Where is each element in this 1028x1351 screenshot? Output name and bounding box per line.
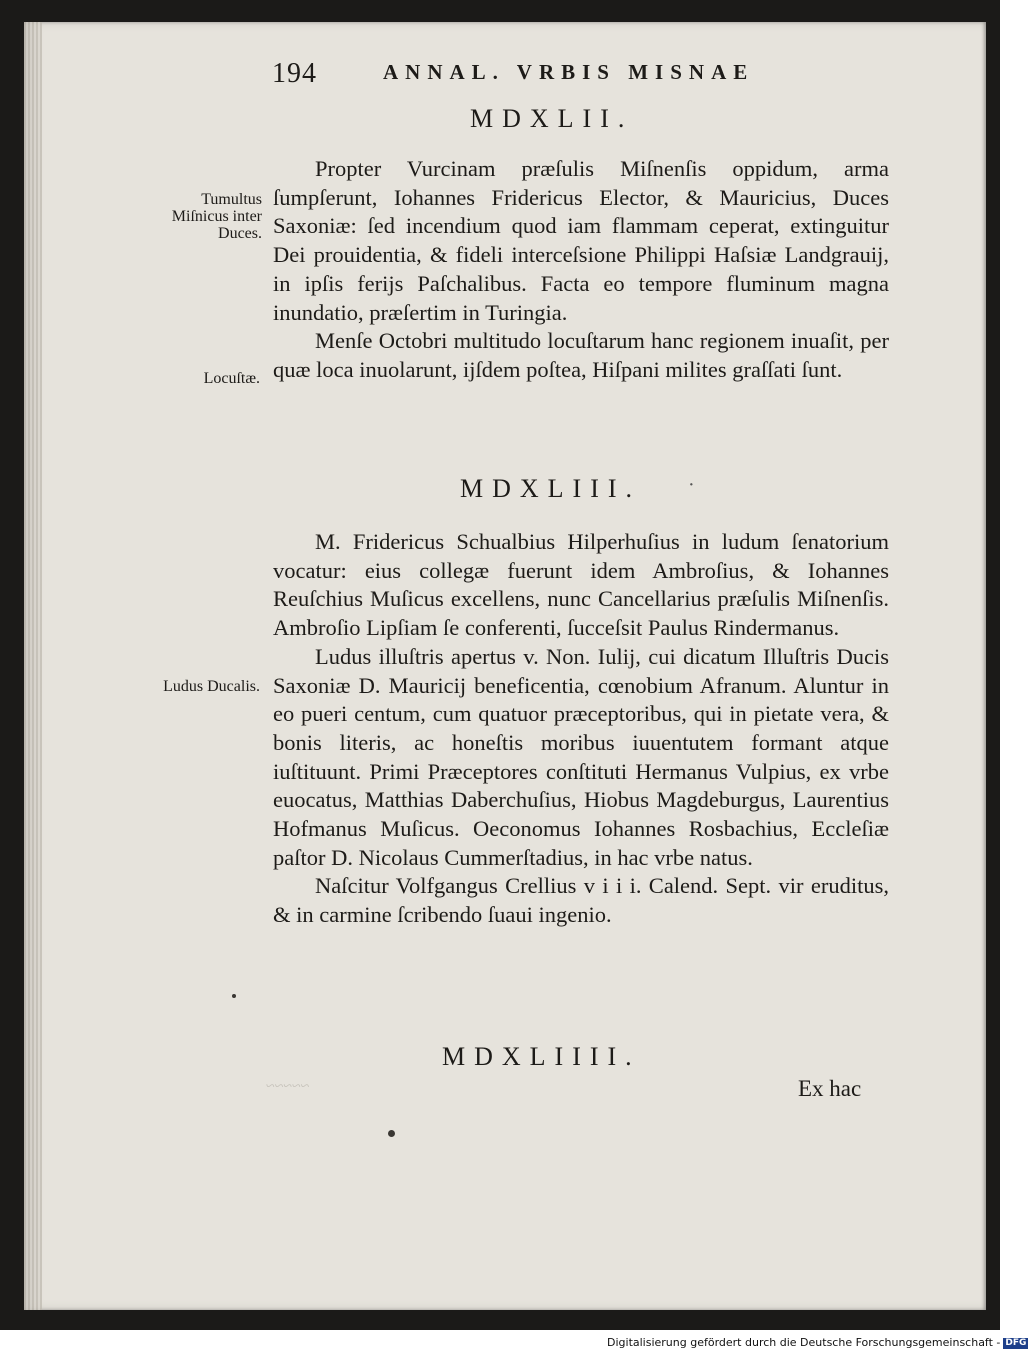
page-edges — [24, 22, 42, 1310]
ink-speck — [232, 994, 236, 998]
show-through-text: ~~~~~ — [266, 1078, 310, 1095]
section-year-1542: MDXLII. — [470, 104, 634, 133]
paragraph: Menſe Octobri multitudo locuſtarum hanc regionem inuaſit, per quæ loca inuolarunt, ijſdem poſtea, Hiſpani milites graſſati ſunt. — [273, 328, 889, 382]
section-year-1544: MDXLIIII. — [442, 1042, 641, 1071]
stray-mark: · — [688, 474, 695, 496]
paragraph: Naſcitur Volfgangus Crellius v i i i. Calend. Sept. vir eruditus, & in carmine ſcribendo ſuaui ingenio. — [273, 873, 889, 928]
paragraph: Propter Vurcinam præſulis Miſnenſis oppidum, arma ſumpſerunt, Iohannes Fridericus Elector, & Mauricius, Duces Saxoniæ: ſed incendium quod iam flammam ceperat, extinguitur Dei prouidentia, & fideli interceſsione Philippi Haſsiæ Landgrauij, in ipſis ferijs Paſchalibus. Facta eo tempore fluminum magna inundatio, præſertim in Turingia. — [273, 156, 889, 325]
section-body-1542 — [273, 155, 889, 385]
digitization-footer — [607, 1336, 1027, 1351]
section-year-1543: MDXLIII. — [460, 474, 642, 503]
page-number: 194 — [272, 58, 317, 89]
marginal-note-tumultus: Tumultus Miſnicus inter Duces. — [171, 191, 262, 242]
dfg-logo: DFG — [1005, 1338, 1027, 1348]
catchword: Ex hac — [798, 1076, 862, 1101]
section-body-1543 — [273, 528, 889, 930]
running-title: ANNAL. VRBIS MISNAE — [383, 60, 755, 84]
paragraph: Ludus illuſtris apertus v. Non. Iulij, cui dicatum Illuſtris Ducis Saxoniæ D. Mauricij beneficentia, cœnobium Afranum. Aluntur in eo pueri centum, cum quatuor præceptoribus, qui in pietate vera, & bonis literis, ac honeſtis moribus iuuentutem formant atque iuſtituunt. Primi Præceptores conſtituti Hermanus Vulpius, ex vrbe euocatus, Matthias Daberchuſius, Hiobus Magdeburgus, Laurentius Hofmanus Muſicus. Oeconomus Iohannes Rosbachius, Eccleſiæ paſtor D. Nicolaus Cummerſtadius, in hac vrbe natus. — [273, 643, 889, 870]
marginal-note-ludus: Ludus Ducalis. — [163, 678, 260, 695]
ink-speck — [388, 1130, 395, 1137]
paragraph: M. Fridericus Schualbius Hilperhuſius in ludum ſenatorium vocatur: eius collegæ fuerunt idem Ambroſius, & Iohannes Reuſchius Muſicus excellens, nunc Cancellarius præſulis Miſnenſis. Ambroſio Lipſiam ſe conferenti, ſucceſsit Paulus Rindermanus. — [273, 529, 889, 641]
footer-text: Digitalisierung gefördert durch die Deutsche Forschungsgemeinschaft - — [607, 1336, 1001, 1349]
marginal-note-locustae: Locuſtæ. — [203, 370, 260, 387]
